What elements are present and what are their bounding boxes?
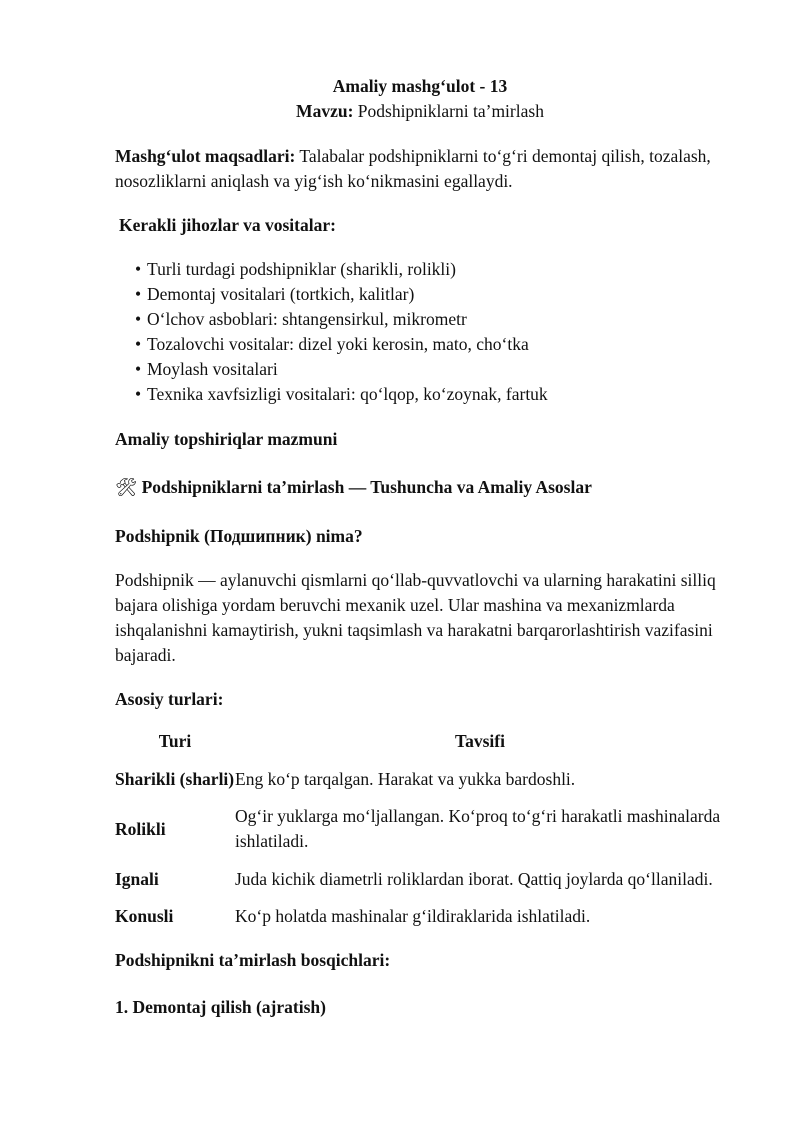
column-header-type: Turi	[158, 731, 192, 751]
type-description: Juda kichik diametrli roliklardan iborat. Qattiq joylarda qo‘llaniladi.	[235, 868, 713, 889]
subject-label: Mavzu:	[296, 101, 354, 121]
step1-heading: 1. Demontaj qilish (ajratish)	[115, 997, 326, 1017]
type-name: Konusli	[115, 906, 174, 926]
subject-text: Podshipniklarni ta’mirlash	[353, 101, 544, 121]
list-item-text: Turli turdagi podshipniklar (sharikli, rolikli)	[147, 259, 456, 279]
goals-paragraph	[115, 144, 725, 194]
tools-icon: 🛠	[115, 478, 138, 498]
goals-label: Mashg‘ulot maqsadlari:	[115, 146, 296, 166]
definition-paragraph: Podshipnik — aylanuvchi qismlarni qo‘llab-quvvatlovchi va ularning harakatini silliq bajara olishiga yordam beruvchi mexanik uzel. Ular mashina va mexanizmlarda ishqalanishni kamaytirish, yukni taqsimlash va harakatni barqarorlashtirish vazifasini bajaradi.	[115, 570, 716, 665]
table-row	[115, 804, 725, 854]
type-name: Ignali	[115, 868, 159, 889]
list-item-text: Demontaj vositalari (tortkich, kalitlar)	[147, 284, 415, 304]
bullet-icon: •	[135, 384, 142, 404]
equipment-list	[115, 257, 725, 407]
list-item	[115, 332, 725, 357]
what-heading	[115, 524, 725, 549]
tasks-heading-text: Amaliy topshiriqlar mazmuni	[115, 429, 338, 449]
types-table	[115, 729, 725, 929]
list-item-text: O‘lchov asboblari: shtangensirkul, mikrometr	[147, 309, 467, 329]
table-row	[115, 904, 725, 929]
type-description: Eng ko‘p tarqalgan. Harakat va yukka bardoshli.	[235, 768, 576, 789]
table-row	[115, 754, 725, 804]
column-header-description: Tavsifi	[455, 731, 505, 751]
repair-heading	[115, 475, 725, 501]
repair-heading-text: Podshipniklarni ta’mirlash — Tushuncha va Amaliy Asoslar	[141, 477, 592, 497]
list-item	[115, 257, 725, 282]
bullet-icon: •	[135, 334, 142, 354]
list-item	[115, 307, 725, 332]
list-item-text: Tozalovchi vositalar: dizel yoki kerosin, mato, cho‘tka	[147, 334, 529, 354]
table-header-row	[115, 729, 725, 754]
bullet-icon: •	[135, 309, 142, 329]
type-name: Rolikli	[115, 818, 166, 839]
equipment-heading: Kerakli jihozlar va vositalar:	[119, 215, 336, 235]
document-title: Amaliy mashg‘ulot - 13	[332, 76, 508, 96]
list-item	[115, 357, 725, 382]
subject-line	[115, 99, 725, 124]
what-heading-text: Podshipnik (Подшипник) nima?	[115, 526, 363, 546]
types-heading: Asosiy turlari:	[115, 689, 224, 709]
bullet-icon: •	[135, 359, 142, 379]
steps-heading: Podshipnikni ta’mirlash bosqichlari:	[115, 950, 391, 970]
list-item	[115, 382, 725, 407]
bullet-icon: •	[135, 284, 142, 304]
goals-text: Talabalar podshipniklarni to‘g‘ri demontaj qilish, tozalash, nosozliklarni aniqlash va yig‘ish ko‘nikmasini egallaydi.	[115, 146, 711, 191]
type-description: Og‘ir yuklarga mo‘ljallangan. Ko‘proq to‘g‘ri harakatli mashinalarda ishlatiladi.	[235, 806, 721, 851]
bullet-icon: •	[135, 259, 142, 279]
tasks-heading	[115, 427, 725, 452]
list-item	[115, 282, 725, 307]
table-row	[115, 854, 725, 904]
document-page	[115, 74, 725, 1020]
list-item-text: Moylash vositalari	[147, 359, 278, 379]
list-item-text: Texnika xavfsizligi vositalari: qo‘lqop, ko‘zoynak, fartuk	[147, 384, 548, 404]
type-name: Sharikli (sharli)	[115, 768, 235, 789]
type-description: Ko‘p holatda mashinalar g‘ildiraklarida ishlatiladi.	[235, 906, 591, 926]
